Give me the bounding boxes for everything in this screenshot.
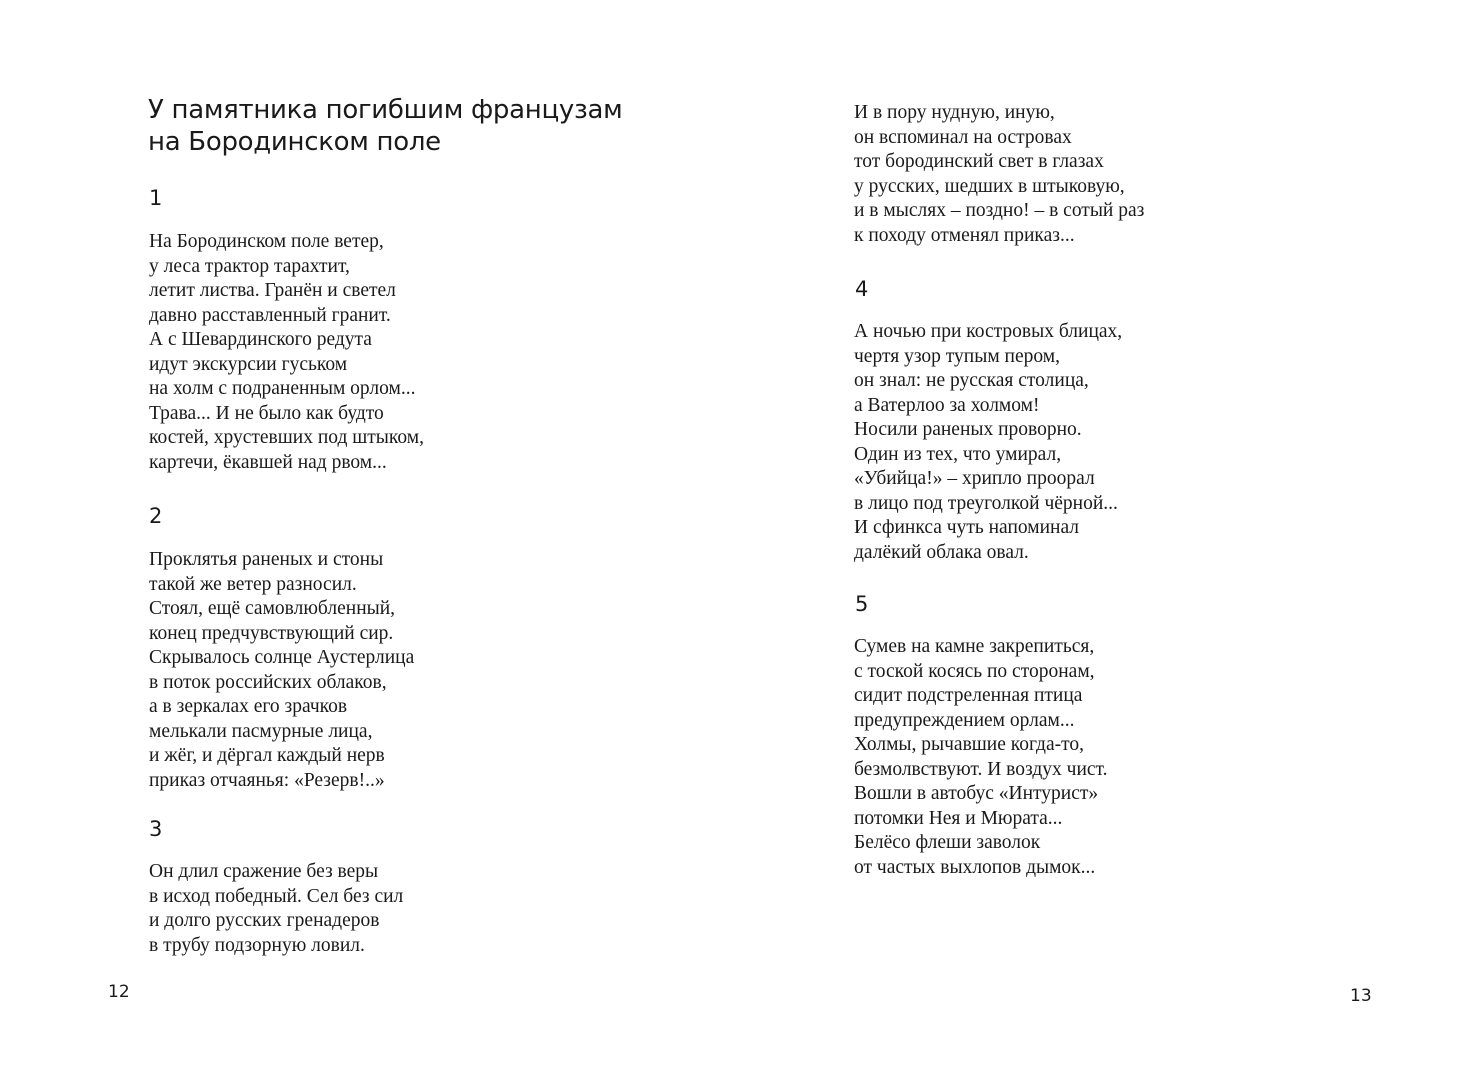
- verse-line: у русских, шедших в штыковую,: [854, 175, 1125, 197]
- poem-title: [148, 94, 622, 158]
- right-page: [740, 0, 1479, 1080]
- verse-line: Носили раненых проворно.: [854, 419, 1082, 440]
- verse-line: конец предчувствующий сир.: [149, 622, 394, 644]
- verse-line: далёкий облака овал.: [854, 541, 1029, 563]
- verse-line: и в мыслях – поздно! – в сотый раз: [854, 200, 1145, 221]
- verse-line: Трава... И не было как будто: [149, 402, 384, 424]
- verse-line: потомки Нея и Мюрата...: [854, 807, 1063, 829]
- verse-line: на холм с подраненным орлом...: [149, 378, 416, 399]
- verse-line: Вошли в автобус «Интурист»: [854, 783, 1099, 804]
- verse-line: И в пору нудную, иную,: [854, 102, 1055, 123]
- verse-line: тот бородинский свет в глазах: [854, 151, 1104, 172]
- page-number-right: 13: [1350, 986, 1372, 1006]
- verse-line: И сфинкса чуть напоминал: [854, 517, 1080, 538]
- verse-line: с тоской косясь по сторонам,: [854, 660, 1095, 682]
- verse-line: в поток российских облаков,: [149, 671, 387, 693]
- verse-line: предупреждением орлам...: [854, 709, 1075, 731]
- poem-title-line-1: У памятника погибшим французам: [148, 95, 623, 125]
- stanza-3: [149, 860, 403, 958]
- verse-line: приказ отчаянья: «Резерв!..»: [149, 769, 385, 791]
- verse-line: в трубу подзорную ловил.: [149, 934, 365, 956]
- verse-line: и жёг, и дёргал каждый нерв: [149, 745, 385, 766]
- verse-line: Скрывалось солнце Аустерлица: [149, 647, 415, 668]
- verse-line: картечи, ёкавшей над рвом...: [149, 451, 387, 473]
- verse-line: давно расставленный гранит.: [149, 304, 391, 326]
- verse-line: Стоял, ещё самовлюбленный,: [149, 598, 396, 619]
- verse-line: костей, хрустевших под штыком,: [149, 427, 424, 448]
- verse-line: мелькали пасмурные лица,: [149, 720, 373, 742]
- verse-line: от частых выхлопов дымок...: [854, 856, 1096, 878]
- verse-line: летит листва. Гранён и светел: [149, 280, 396, 301]
- verse-line: Проклятья раненых и стоны: [149, 549, 384, 570]
- verse-line: а Ватерлоо за холмом!: [854, 394, 1040, 416]
- stanza-4: [854, 320, 1122, 565]
- verse-line: и долго русских гренадеров: [149, 910, 380, 931]
- verse-line: чертя узор тупым пером,: [854, 345, 1060, 367]
- poem-title-line-2: на Бородинском поле: [148, 127, 441, 157]
- verse-line: а в зеркалах его зрачков: [149, 696, 348, 717]
- verse-line: у леса трактор тарахтит,: [149, 255, 350, 277]
- verse-line: такой же ветер разносил.: [149, 573, 357, 595]
- verse-line: На Бородинском поле ветер,: [149, 231, 384, 252]
- stanza-3-continued: [854, 101, 1144, 248]
- verse-line: А ночью при костровых блицах,: [854, 321, 1123, 342]
- verse-line: Он длил сражение без веры: [149, 861, 379, 882]
- verse-line: «Убийца!» – хрипло проорал: [854, 468, 1095, 489]
- stanza-5: [854, 635, 1107, 880]
- verse-line: к походу отменял приказ...: [854, 224, 1075, 246]
- verse-line: Сумев на камне закрепиться,: [854, 636, 1095, 657]
- verse-line: сидит подстреленная птица: [854, 685, 1083, 706]
- section-number-3: 3: [149, 817, 163, 841]
- verse-line: А с Шевардинского редута: [149, 329, 372, 350]
- verse-line: Один из тех, что умирал,: [854, 443, 1062, 465]
- verse-line: в лицо под треуголкой чёрной...: [854, 492, 1118, 514]
- section-number-5: 5: [855, 592, 869, 616]
- section-number-4: 4: [855, 277, 869, 301]
- stanza-2: [149, 548, 414, 793]
- verse-line: Холмы, рычавшие когда-то,: [854, 734, 1084, 755]
- verse-line: он вспоминал на островах: [854, 126, 1072, 148]
- section-number-1: 1: [149, 186, 163, 210]
- verse-line: безмолвствуют. И воздух чист.: [854, 758, 1108, 780]
- verse-line: он знал: не русская столица,: [854, 370, 1089, 391]
- stanza-1: [149, 230, 424, 475]
- page-number-left: 12: [108, 982, 130, 1002]
- verse-line: в исход победный. Сел без сил: [149, 885, 404, 907]
- verse-line: идут экскурсии гуськом: [149, 353, 348, 375]
- verse-line: Белёсо флеши заволок: [854, 832, 1041, 853]
- section-number-2: 2: [149, 504, 163, 528]
